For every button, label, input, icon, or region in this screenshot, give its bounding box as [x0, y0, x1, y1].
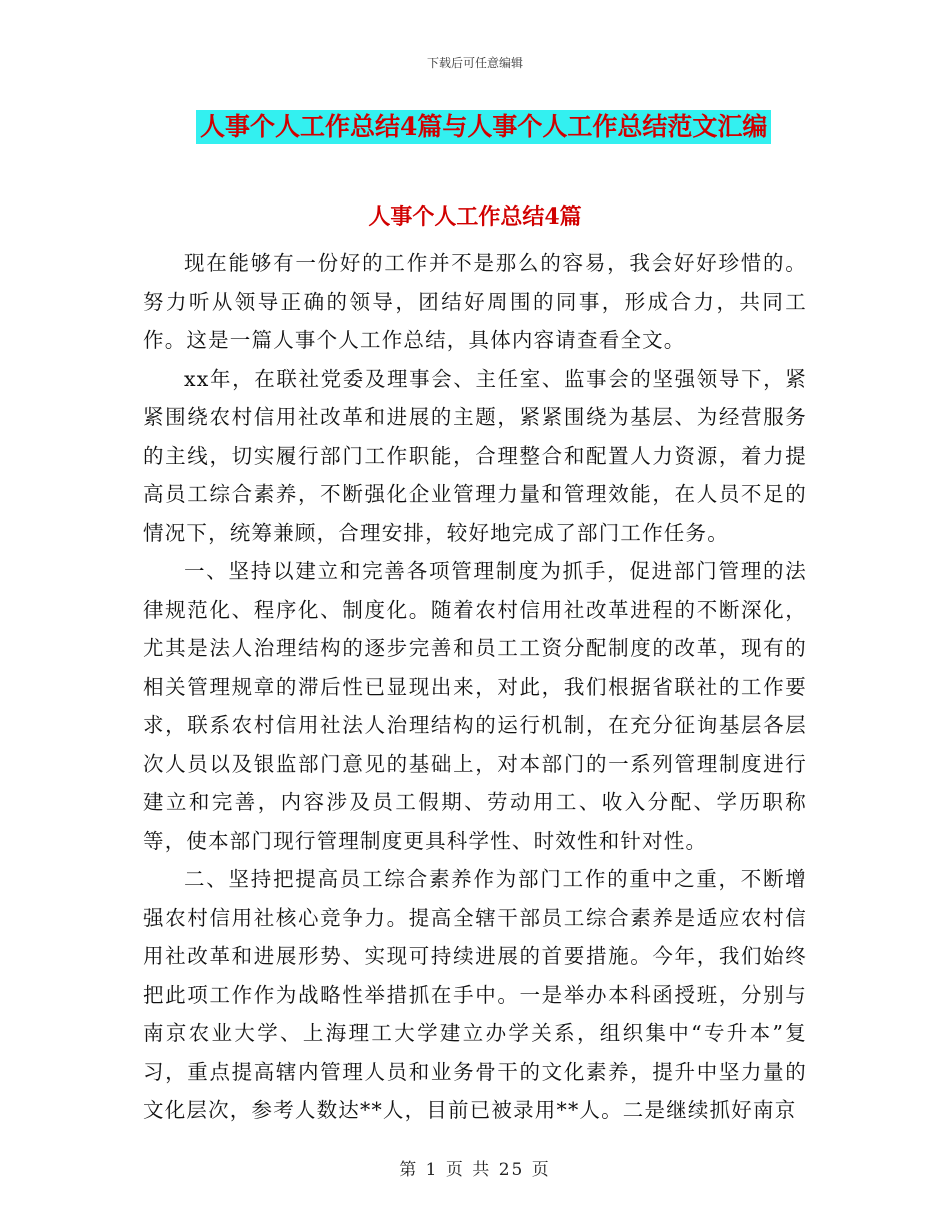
header-note: 下载后可任意编辑 — [426, 56, 523, 70]
paragraph: xx年，在联社党委及理事会、主任室、监事会的坚强领导下，紧紧围绕农村信用社改革和进展的主题，紧紧围绕为基层、为经营服务的主线，切实履行部门工作职能，合理整合和配置人力资源，着力提高员工综合素养，不断强化企业管理力量和管理效能，在人员不足的情况下，统筹兼顾，合理安排，较好地完成了部门工作任务。 — [143, 366, 807, 545]
paragraph: 现在能够有一份好的工作并不是那么的容易，我会好好珍惜的。努力听从领导正确的领导，团结好周围的同事，形成合力，共同工作。这是一篇人事个人工作总结，具体内容请查看全文。 — [143, 251, 807, 352]
page-number: 第 1 页 共 25 页 — [399, 1160, 551, 1180]
paragraph: 二、坚持把提高员工综合素养作为部门工作的重中之重，不断增强农村信用社核心竞争力。提高全辖干部员工综合素养是适应农村信用社改革和进展形势、实现可持续进展的首要措施。今年，我们始终把此项工作作为战略性举措抓在手中。一是举办本科函授班，分别与南京农业大学、上海理工大学建立办学关系，组织集中“专升本”复习，重点提高辖内管理人员和业务骨干的文化素养，提升中坚力量的文化层次，参考人数达**人，目前已被录用**人。二是继续抓好南京 — [143, 867, 807, 1122]
document-title: 人事个人工作总结4篇与人事个人工作总结范文汇编 — [196, 110, 771, 144]
section-title: 人事个人工作总结4篇 — [368, 204, 582, 230]
document-body — [143, 244, 807, 1130]
paragraph: 一、坚持以建立和完善各项管理制度为抓手，促进部门管理的法律规范化、程序化、制度化。随着农村信用社改革进程的不断深化，尤其是法人治理结构的逐步完善和员工工资分配制度的改革，现有的相关管理规章的滞后性已显现出来，对此，我们根据省联社的工作要求，联系农村信用社法人治理结构的运行机制，在充分征询基层各层次人员以及银监部门意见的基础上，对本部门的一系列管理制度进行建立和完善，内容涉及员工假期、劳动用工、收入分配、学历职称等，使本部门现行管理制度更具科学性、时效性和针对性。 — [143, 559, 807, 853]
